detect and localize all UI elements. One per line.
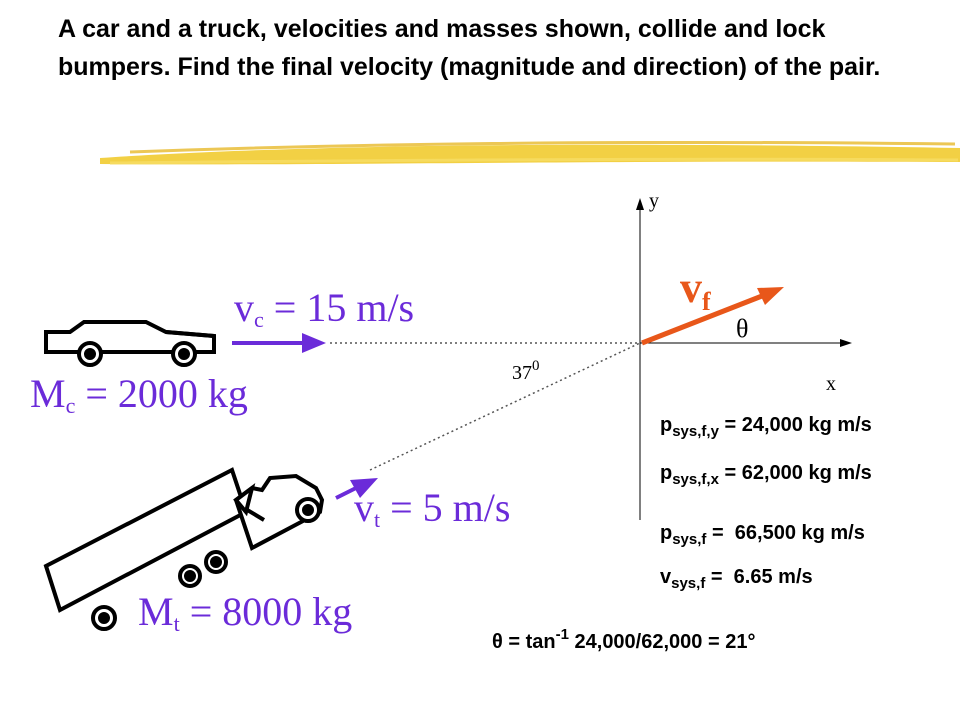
result-py [660, 414, 872, 440]
angle-degree: 0 [532, 358, 540, 374]
truck-mass-label [138, 588, 352, 637]
truck-v-symbol: v [354, 485, 374, 530]
final-velocity-arrow [642, 287, 784, 343]
angle-label [512, 358, 540, 385]
vf-sub: sys,f [671, 575, 706, 592]
px-value: = 62,000 kg m/s [718, 462, 872, 484]
problem-statement: A car and a truck, velocities and masses shown, collide and lock bumpers. Find the final velocity (magnitude and direction) of the pair. [58, 15, 881, 81]
y-axis-label: y [649, 190, 659, 212]
truck-m-symbol: M [138, 589, 174, 634]
car-m-sub: c [65, 393, 76, 418]
car-m-value: = 2000 kg [75, 371, 248, 416]
truck-v-sub: t [374, 507, 381, 532]
final-velocity-sub: f [702, 287, 711, 316]
final-velocity-label [680, 262, 711, 317]
result-px [660, 462, 872, 488]
result-theta [492, 626, 755, 654]
car-drawing [46, 322, 214, 365]
result-pf [660, 522, 865, 548]
theta-eq-value: 24,000/62,000 = 21° [568, 631, 756, 653]
truck-velocity-label [354, 484, 510, 533]
pf-sub: sys,f [672, 531, 707, 548]
vf-symbol: v [660, 566, 672, 588]
car-velocity-label [234, 284, 414, 333]
car-v-value: = 15 m/s [263, 285, 415, 330]
truck-m-value: = 8000 kg [179, 589, 353, 634]
py-symbol: p [660, 414, 673, 436]
theta-label: θ [736, 314, 749, 343]
result-vf [660, 566, 813, 592]
pf-symbol: p [660, 522, 673, 544]
truck-v-value: = 5 m/s [380, 485, 511, 530]
car-v-symbol: v [234, 285, 254, 330]
truck-path-line [370, 343, 640, 470]
highlighter-stroke [100, 142, 960, 164]
px-symbol: p [660, 462, 673, 484]
theta-eq-prefix: θ = tan [492, 631, 556, 653]
angle-value: 37 [512, 362, 532, 384]
car-mass-label [30, 370, 248, 419]
car-v-sub: c [254, 307, 264, 332]
final-velocity-symbol: v [680, 263, 702, 312]
py-sub: sys,f,y [672, 423, 719, 440]
car-m-symbol: M [30, 371, 66, 416]
pf-value: = 66,500 kg m/s [706, 522, 865, 544]
theta-eq-sup: -1 [555, 626, 569, 643]
py-value: = 24,000 kg m/s [718, 414, 872, 436]
car-velocity-arrow [232, 333, 326, 353]
x-axis-label: x [826, 373, 836, 395]
px-sub: sys,f,x [672, 471, 719, 488]
vf-value: = 6.65 m/s [705, 566, 813, 588]
truck-m-sub: t [173, 611, 180, 636]
